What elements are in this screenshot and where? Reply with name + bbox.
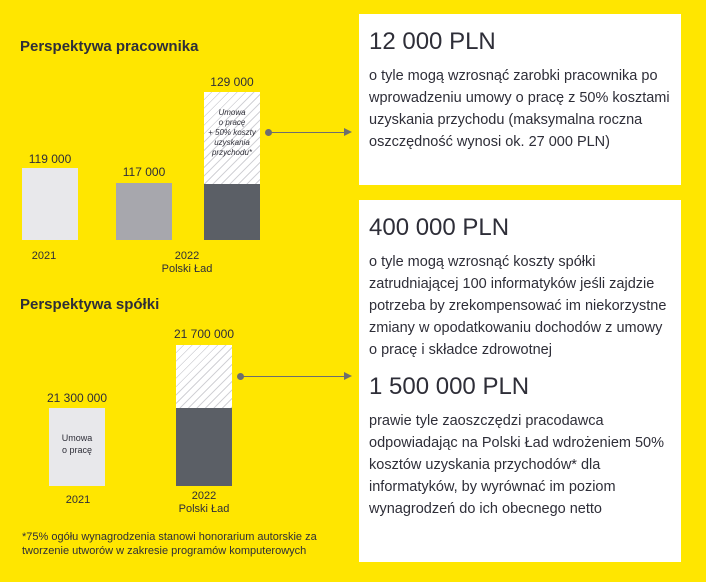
x-label-2022-polski-lad: 2022 Polski Ład — [161, 250, 213, 275]
bar-employee-2022-polski-lad-increase — [204, 92, 260, 184]
bar-note: Umowa o pracę — [61, 433, 93, 455]
arrow-connector-1 — [268, 132, 350, 133]
x-label-2022-polski-lad: 2022 Polski Ład — [178, 490, 230, 515]
amount-1500000: 1 500 000 PLN — [369, 373, 530, 400]
stack-note: Umowa o pracę + 50% koszty uzyskania przychodu* — [208, 108, 256, 157]
bar-employee-2022 — [116, 183, 172, 240]
description-employer-savings: prawie tyle zaoszczędzi pracodawca odpowiadając na Polski Ład wdrożeniem 50% kosztów uzyskania przychodów* dla informatyków, by wyrównać im poziom wynagrodzeń do ich obecnego netto — [369, 413, 665, 517]
amount-12000: 12 000 PLN — [369, 28, 496, 55]
bar-value-label-2022-polski-lad: 21 700 000 — [173, 327, 235, 341]
company-perspective-title: Perspektywa spółki — [20, 296, 160, 313]
bar-company-2022-polski-lad-base — [176, 408, 232, 486]
info-box-company — [359, 200, 681, 562]
x-label-2021: 2021 — [65, 494, 91, 506]
bar-employee-2021 — [22, 168, 78, 240]
employee-perspective-title: Perspektywa pracownika — [20, 38, 199, 55]
bar-company-2021 — [49, 408, 105, 486]
info-box-employee — [359, 14, 681, 185]
amount-400000: 400 000 PLN — [369, 214, 510, 241]
arrow-connector-2 — [240, 376, 350, 377]
bar-value-label-2021: 119 000 — [28, 152, 72, 166]
bar-company-2022-polski-lad-increase — [176, 345, 232, 408]
description-company-costs: o tyle mogą wzrosnąć koszty spółki zatrudniającej 100 informatyków jeśli zajdzie potrzeba by zrekompensować im niekorzystne zmiany w opodatkowaniu dochodów z umowy o pracę i składce zdrowotnej — [369, 254, 667, 358]
description-employee: o tyle mogą wzrosnąć zarobki pracownika po wprowadzeniu umowy o pracę z 50% kosztami uzyskania przychodu (maksymalna roczna oszczędność wynosi ok. 27 000 PLN) — [369, 68, 670, 150]
bar-value-label-2021: 21 300 000 — [46, 391, 108, 405]
x-label-2021: 2021 — [31, 250, 57, 262]
bar-value-label-2022-polski-lad: 129 000 — [210, 75, 254, 89]
bar-value-label-2022: 117 000 — [122, 165, 166, 179]
footnote: *75% ogółu wynagrodzenia stanowi honorarium autorskie za tworzenie utworów w zakresie programów komputerowych — [22, 531, 317, 557]
bar-employee-2022-polski-lad-base — [204, 184, 260, 240]
